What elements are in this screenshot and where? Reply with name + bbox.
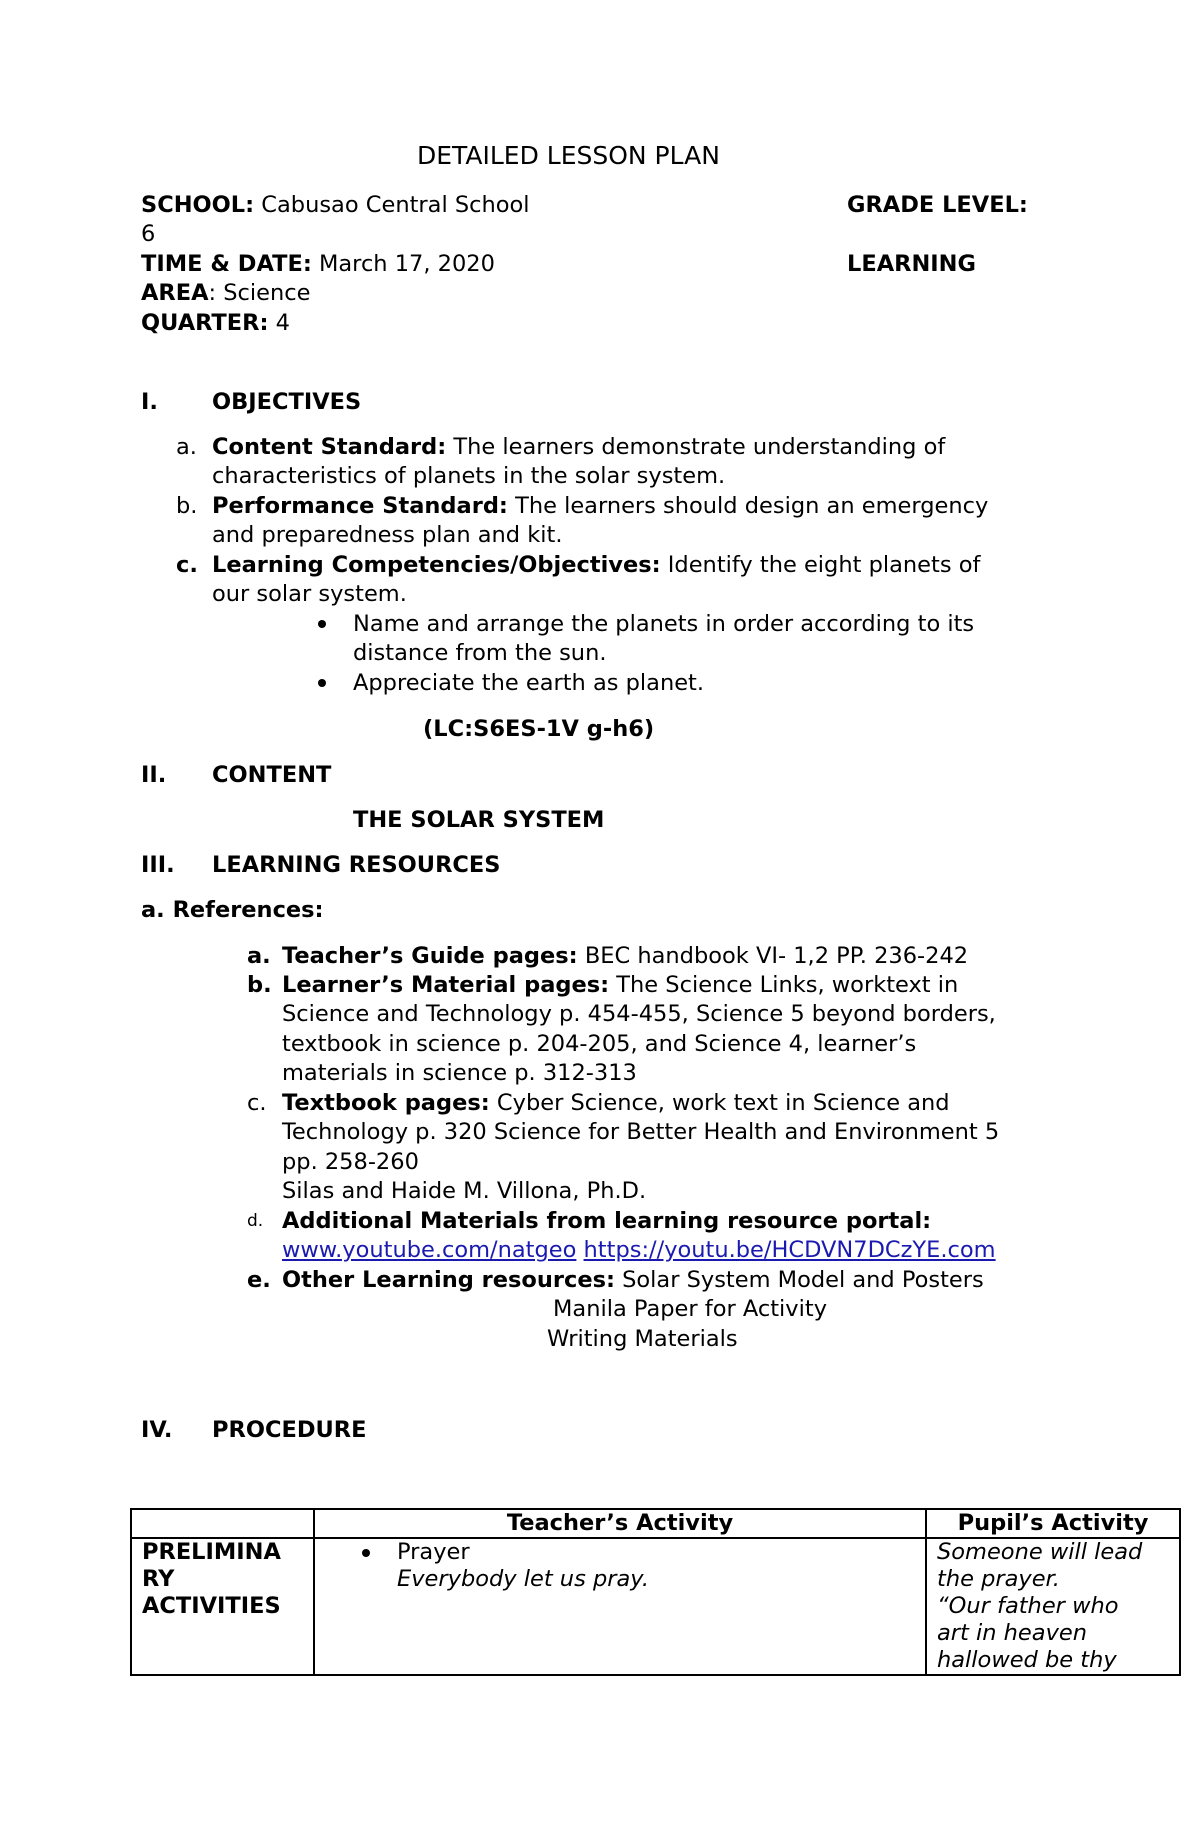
- resource-b-cont-3: materials in science p. 312-313: [282, 1060, 637, 1086]
- objective-a-cont: characteristics of planets in the solar system.: [212, 463, 726, 489]
- pupil-activity-header: Pupil’s Activity: [926, 1509, 1180, 1538]
- resource-c-cont-3: Silas and Haide M. Villona, Ph.D.: [282, 1178, 647, 1204]
- pupil-line: the prayer.: [937, 1566, 1060, 1592]
- grade-label: GRADE LEVEL:: [847, 192, 1028, 218]
- resource-e-cont-2: Writing Materials: [547, 1326, 738, 1352]
- content-numeral: II.: [141, 762, 167, 788]
- teacher-bullet-prayer: Prayer: [397, 1539, 470, 1565]
- references-label: a. References:: [141, 897, 324, 923]
- area-label: AREA: [141, 280, 209, 306]
- school-line: [141, 191, 530, 220]
- resources-heading: LEARNING RESOURCES: [212, 852, 501, 878]
- objective-bullet-1-cont: distance from the sun.: [353, 640, 607, 666]
- objectives-numeral: I.: [141, 389, 158, 415]
- pupil-line: Someone will lead: [937, 1539, 1143, 1565]
- grade-value: 6: [141, 221, 156, 247]
- teacher-activity-header: Teacher’s Activity: [314, 1509, 926, 1538]
- learning-label: LEARNING: [847, 251, 976, 277]
- natgeo-link[interactable]: www.youtube.com/natgeo: [282, 1237, 577, 1263]
- objective-b-marker: b.: [176, 493, 198, 519]
- objective-bullet-1: Name and arrange the planets in order according to its: [353, 611, 975, 637]
- bullet-icon: [318, 620, 326, 628]
- objective-b: Performance Standard: The learners should design an emergency: [212, 493, 989, 519]
- pupil-line: art in heaven: [937, 1620, 1087, 1646]
- resources-numeral: III.: [141, 852, 175, 878]
- objective-b-cont: and preparedness plan and kit.: [212, 522, 563, 548]
- procedure-heading: PROCEDURE: [212, 1417, 367, 1443]
- page-title: DETAILED LESSON PLAN: [417, 141, 720, 170]
- resource-c-cont-1: Technology p. 320 Science for Better Health and Environment 5: [282, 1119, 1000, 1145]
- objective-a-marker: a.: [176, 434, 197, 460]
- school-label: SCHOOL:: [141, 192, 255, 218]
- resource-e-cont-1: Manila Paper for Activity: [553, 1296, 828, 1322]
- procedure-numeral: IV.: [141, 1417, 173, 1443]
- resource-e: Other Learning resources: Solar System Model and Posters: [282, 1267, 984, 1293]
- resource-d-marker: d.: [247, 1211, 264, 1231]
- table-header-row: [131, 1509, 1180, 1538]
- content-topic: THE SOLAR SYSTEM: [353, 807, 605, 833]
- time-value: March 17, 2020: [318, 251, 495, 277]
- pupil-line: hallowed be thy: [937, 1647, 1117, 1673]
- resource-a: Teacher’s Guide pages: BEC handbook VI- 1,2 PP. 236-242: [282, 943, 969, 969]
- youtube-link[interactable]: https://youtu.be/HCDVN7DCzYE.com: [583, 1237, 996, 1263]
- objective-c-marker: c.: [176, 552, 198, 578]
- teacher-activity-cell: [314, 1538, 926, 1675]
- resource-c: Textbook pages: Cyber Science, work text in Science and: [282, 1090, 950, 1116]
- objective-bullet-2: Appreciate the earth as planet.: [353, 670, 705, 696]
- bullet-icon: [318, 679, 326, 687]
- pupil-line: “Our father who: [937, 1593, 1119, 1619]
- resource-a-marker: a.: [247, 943, 271, 969]
- objective-c: Learning Competencies/Objectives: Identify the eight planets of: [212, 552, 981, 578]
- procedure-table: [130, 1508, 1181, 1676]
- time-label: TIME & DATE:: [141, 251, 312, 277]
- pupil-activity-cell: [926, 1538, 1180, 1675]
- resource-e-marker: e.: [247, 1267, 271, 1293]
- school-value: Cabusao Central School: [261, 192, 530, 218]
- objective-c-cont: our solar system.: [212, 581, 407, 607]
- resource-b: Learner’s Material pages: The Science Links, worktext in: [282, 972, 959, 998]
- resource-b-marker: b.: [247, 972, 272, 998]
- resource-d-links: [282, 1236, 996, 1265]
- area-value: : Science: [208, 280, 311, 306]
- teacher-activity-text: Everybody let us pray.: [397, 1566, 649, 1592]
- table-row: [131, 1538, 1180, 1675]
- quarter-label: QUARTER:: [141, 310, 269, 336]
- quarter-value: 4: [275, 310, 290, 336]
- objective-a: Content Standard: The learners demonstrate understanding of: [212, 434, 946, 460]
- resource-b-cont-1: Science and Technology p. 454-455, Science 5 beyond borders,: [282, 1001, 996, 1027]
- objectives-heading: OBJECTIVES: [212, 389, 362, 415]
- content-heading: CONTENT: [212, 762, 332, 788]
- resource-d: Additional Materials from learning resource portal:: [282, 1208, 932, 1234]
- table-header-empty: [131, 1509, 314, 1538]
- resource-c-marker: c.: [247, 1090, 267, 1116]
- quarter-line: [141, 309, 290, 338]
- time-line: [141, 250, 495, 279]
- resource-b-cont-2: textbook in science p. 204-205, and Science 4, learner’s: [282, 1031, 917, 1057]
- resource-c-cont-2: pp. 258-260: [282, 1149, 419, 1175]
- area-line: [141, 279, 310, 308]
- row-label-preliminary: PRELIMINA RY ACTIVITIES: [131, 1538, 314, 1675]
- competency-code: (LC:S6ES-1V g-h6): [423, 716, 655, 742]
- bullet-icon: [362, 1549, 370, 1557]
